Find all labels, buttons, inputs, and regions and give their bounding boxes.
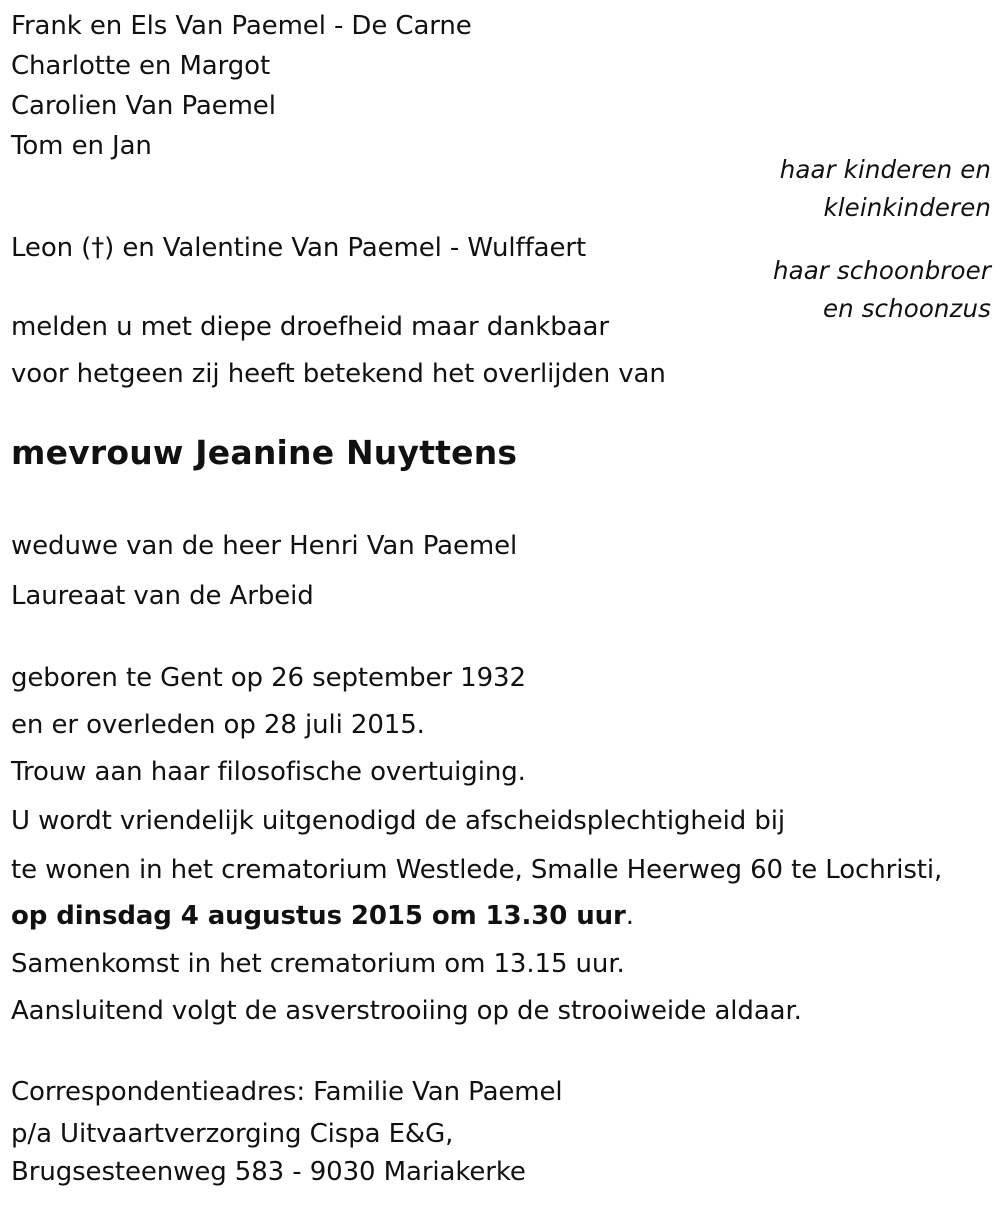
conviction-line: Trouw aan haar filosofische overtuiging. [11, 757, 526, 787]
invitation-line-1: U wordt vriendelijk uitgenodigd de afscheidsplechtigheid bij [11, 806, 785, 836]
correspondence-line-1: Correspondentieadres: Familie Van Paemel [11, 1077, 563, 1107]
correspondence-line-2: p/a Uitvaartverzorging Cispa E&G, [11, 1119, 454, 1149]
ceremony-datetime-bold: op dinsdag 4 augustus 2015 om 13.30 uur [11, 901, 626, 931]
relation-children-line-2: kleinkinderen [823, 193, 991, 222]
relation-in-laws-line-2: en schoonzus [822, 294, 991, 323]
announcement-line-1: melden u met diepe droefheid maar dankbaar [11, 312, 609, 342]
scattering-line: Aansluitend volgt de asverstrooiing op de strooiweide aldaar. [11, 996, 802, 1026]
correspondence-line-3: Brugsesteenweg 583 - 9030 Mariakerke [11, 1157, 526, 1187]
ceremony-datetime-period: . [625, 901, 634, 931]
family-line-3: Carolien Van Paemel [11, 91, 276, 121]
ceremony-datetime-line [11, 901, 634, 931]
deceased-name: mevrouw Jeanine Nuyttens [11, 433, 518, 472]
announcement-line-2: voor hetgeen zij heeft betekend het overlijden van [11, 359, 666, 389]
relation-children-line-1: haar kinderen en [779, 155, 991, 184]
relation-in-laws-line-1: haar schoonbroer [772, 256, 991, 285]
honour-line: Laureaat van de Arbeid [11, 581, 314, 611]
widow-line: weduwe van de heer Henri Van Paemel [11, 531, 518, 561]
gathering-line: Samenkomst in het crematorium om 13.15 uur. [11, 949, 625, 979]
family-line-2: Charlotte en Margot [11, 51, 271, 81]
invitation-line-2: te wonen in het crematorium Westlede, Smalle Heerweg 60 te Lochristi, [11, 855, 943, 885]
born-line: geboren te Gent op 26 september 1932 [11, 663, 526, 693]
in-law-couple-line: Leon (†) en Valentine Van Paemel - Wulffaert [11, 233, 587, 263]
family-line-4: Tom en Jan [11, 131, 152, 161]
family-line-1: Frank en Els Van Paemel - De Carne [11, 11, 472, 41]
died-line: en er overleden op 28 juli 2015. [11, 710, 425, 740]
